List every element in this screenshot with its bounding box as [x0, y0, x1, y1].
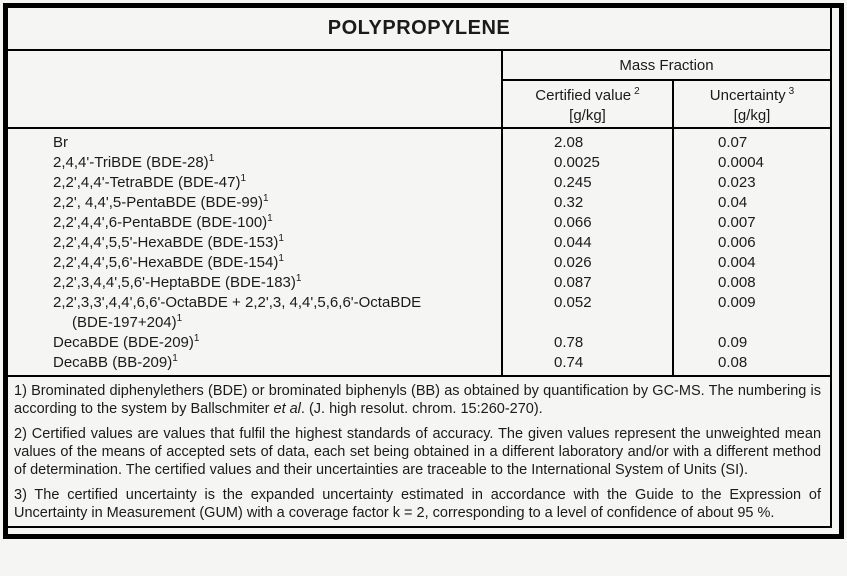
uncertainty-value: 0.04	[718, 194, 748, 211]
page-title-text: POLYPROPYLENE	[327, 17, 511, 39]
uncertainty-value: 0.09	[718, 334, 748, 351]
document-page	[0, 3, 847, 576]
footnote: 1) Brominated diphenylethers (BDE) or brominated biphenyls (BB) as obtained by quantification by GC-MS. The numbering is according to the system by Ballschmiter et al. (J. high resolut. chrom. 15:260-270).	[14, 383, 822, 417]
uncertainty-value: 0.004	[718, 254, 756, 271]
compound-name-line: 2,2',4,4',5,5'-HexaBDE $(BDE-153)^1$	[53, 233, 284, 251]
footnote: 2) Certified values are values that fulfil the highest standards of accuracy. The given values represent the unweighted mean values of the means of accepted sets of data, each set being obtained in a different laboratory and/or with a different method of determination. The certified values and their uncertainties are traceable to the International System of Units (SI).	[14, 426, 822, 478]
certified-value-label: Certified value	[535, 87, 632, 104]
empty-corner-cell	[8, 50, 502, 128]
compound-name-line: Br	[53, 134, 68, 151]
data-row	[8, 128, 831, 376]
certified-value: 2.08	[554, 134, 584, 151]
compound-name-line: 2,2', 4,4',5-PentaBDE $(BDE-99)^1$	[53, 193, 269, 211]
uncertainty-value: 0.0004	[718, 154, 764, 171]
uncertainty-value: 0.006	[718, 234, 756, 251]
compound-name-line: 2,2',4,4',6-PentaBDE $(BDE-100)^1$	[53, 213, 273, 231]
certified-value: 0.0025	[554, 154, 600, 171]
certified-values-cell	[502, 128, 673, 376]
uncertainty-value: 0.023	[718, 174, 756, 191]
document-frame	[3, 3, 844, 539]
certified-value: 0.32	[554, 194, 584, 211]
compound-name-line: 2,2',4,4'-TetraBDE $(BDE-47)^1$	[53, 173, 247, 191]
certified-value: 0.087	[554, 274, 592, 291]
compound-name-line: 2,2',4,4',5,6'-HexaBDE $(BDE-154)^1$	[53, 253, 284, 271]
compound-name-line: 2,4,4'-TriBDE $(BDE-28)^1$	[53, 153, 215, 171]
uncertainty-label: Uncertainty	[709, 87, 786, 104]
certified-value: 0.052	[554, 294, 592, 311]
footnotes-row	[8, 376, 831, 527]
footnotes-section	[8, 376, 831, 527]
compound-name-line: 2,2',3,4,4',5,6'-HeptaBDE $(BDE-183)^1$	[53, 273, 302, 291]
uncertainty-unit: [g/kg]	[733, 107, 771, 124]
certified-value	[554, 313, 672, 333]
title-row	[8, 8, 831, 50]
compound-name-line: $(BDE-197+204)^1$	[72, 313, 183, 331]
uncertainty-footnote-ref: 3	[788, 86, 795, 97]
mass-fraction-label: Mass Fraction	[619, 56, 714, 74]
page-title	[8, 8, 831, 50]
uncertainty-value: 0.008	[718, 274, 756, 291]
uncertainty-values-cell	[673, 128, 831, 376]
certificate-table	[8, 8, 832, 528]
uncertainty-value	[718, 313, 830, 333]
certified-value-footnote-ref: 2	[634, 86, 640, 97]
certified-value: 0.245	[554, 174, 592, 191]
compound-name-line: DecaBDE $(BDE-209)^1$	[53, 333, 200, 351]
uncertainty-value: 0.08	[718, 354, 748, 371]
compound-names-cell	[8, 128, 502, 376]
uncertainty-header	[673, 80, 831, 128]
certified-value-header	[502, 80, 673, 128]
certified-value-unit: [g/kg]	[569, 107, 606, 124]
certified-value: 0.74	[554, 354, 584, 371]
certified-value: 0.026	[554, 254, 592, 271]
uncertainty-value: 0.009	[718, 294, 756, 311]
certified-value: 0.066	[554, 214, 592, 231]
certified-value: 0.78	[554, 334, 584, 351]
compound-name-line: DecaBB $(BB-209)^1$	[53, 353, 178, 371]
group-header-row	[8, 50, 831, 80]
certified-value: 0.044	[554, 234, 592, 251]
uncertainty-value: 0.007	[718, 214, 756, 231]
mass-fraction-header	[502, 50, 831, 80]
compound-name-line: 2,2',3,3',4,4',6,6'-OctaBDE + 2,2',3, 4,4',5,6,6'-OctaBDE	[53, 294, 422, 311]
uncertainty-value: 0.07	[718, 134, 748, 151]
footnote: 3) The certified uncertainty is the expanded uncertainty estimated in accordance with the Guide to the Expression of Uncertainty in Measurement (GUM) with a coverage factor k = 2, corresponding to a level of confidence of about 95 %.	[14, 487, 822, 521]
